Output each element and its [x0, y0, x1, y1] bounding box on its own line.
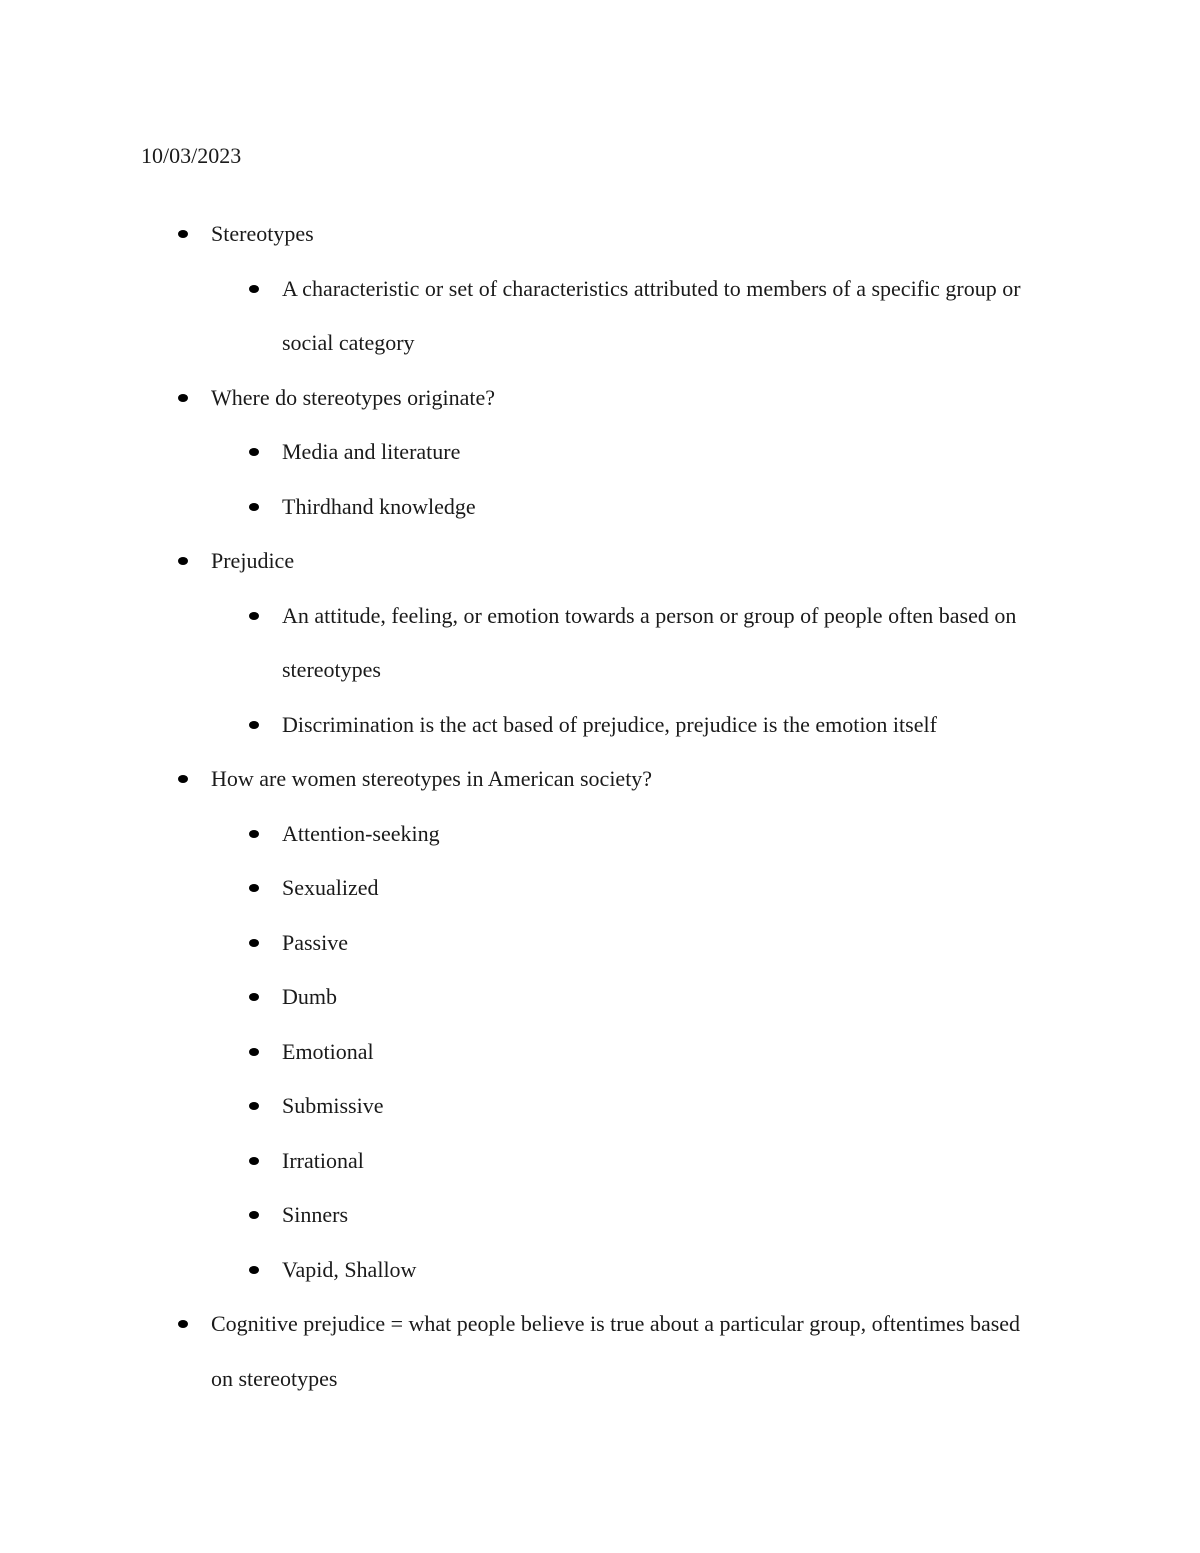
- list-item: [211, 425, 1200, 480]
- bullet-icon: [178, 1320, 188, 1328]
- list-item: [211, 861, 1200, 916]
- list-item: [211, 916, 1200, 971]
- bullet-icon: [178, 775, 188, 783]
- list-item: [211, 262, 1200, 371]
- sub-item-text: Discrimination is the act based of prejudice, prejudice is the emotion itself: [282, 711, 937, 737]
- bullet-icon: [249, 830, 259, 838]
- topic-heading: Stereotypes: [211, 221, 314, 246]
- list-item: [211, 589, 1200, 698]
- list-item: [0, 752, 1200, 1297]
- topic-heading: How are women stereotypes in American society?: [211, 766, 653, 791]
- topic-heading: Where do stereotypes originate?: [211, 384, 496, 410]
- sub-item-text: Thirdhand knowledge: [282, 493, 476, 519]
- sub-item-text: Attention-seeking: [282, 820, 440, 846]
- sub-item-text: Dumb: [282, 984, 337, 1009]
- bullet-icon: [249, 939, 259, 947]
- list-item: [211, 970, 1200, 1025]
- bullet-icon: [178, 394, 188, 402]
- bullet-icon: [249, 1048, 259, 1056]
- bullet-icon: [249, 448, 259, 456]
- sub-list: [211, 807, 1200, 1298]
- sub-item-text: A characteristic or set of characteristics attributed to members of a specific group or social category: [282, 275, 1021, 355]
- list-item: [0, 1297, 1200, 1406]
- sub-list: [211, 262, 1200, 371]
- topic-heading: Cognitive prejudice = what people believe is true about a particular group, oftentimes based on stereotypes: [211, 1311, 1021, 1391]
- sub-item-text: Media and literature: [282, 439, 461, 464]
- bullet-icon: [249, 285, 259, 293]
- list-item: [0, 371, 1200, 535]
- list-item: [211, 1079, 1200, 1134]
- sub-item-text: An attitude, feeling, or emotion towards a person or group of people often based on stereotypes: [282, 602, 1017, 682]
- sub-item-text: Sexualized: [282, 875, 379, 900]
- list-item: [211, 1134, 1200, 1189]
- sub-item-text: Sinners: [282, 1202, 348, 1227]
- bullet-icon: [249, 1157, 259, 1165]
- topic-heading: Prejudice: [211, 548, 295, 573]
- sub-item-text: Vapid, Shallow: [282, 1256, 417, 1282]
- list-item: [0, 534, 1200, 752]
- list-item: [211, 1188, 1200, 1243]
- sub-list: [211, 425, 1200, 534]
- sub-item-text: Emotional: [282, 1038, 374, 1064]
- bullet-icon: [249, 1266, 259, 1274]
- list-item: [211, 1025, 1200, 1080]
- bullet-icon: [249, 993, 259, 1001]
- bullet-icon: [249, 503, 259, 511]
- note-date: 10/03/2023: [141, 143, 242, 168]
- sub-item-text: Submissive: [282, 1093, 384, 1118]
- list-item: [211, 807, 1200, 862]
- bullet-icon: [249, 884, 259, 892]
- bullet-icon: [249, 1211, 259, 1219]
- sub-item-text: Irrational: [282, 1147, 364, 1173]
- bullet-icon: [178, 557, 188, 565]
- list-item: [211, 1243, 1200, 1298]
- bullet-icon: [249, 721, 259, 729]
- list-item: [211, 698, 1200, 753]
- notes-outline: [0, 207, 1200, 1406]
- bullet-icon: [249, 1102, 259, 1110]
- bullet-icon: [249, 612, 259, 620]
- list-item: [211, 480, 1200, 535]
- sub-list: [211, 589, 1200, 753]
- sub-item-text: Passive: [282, 929, 348, 955]
- bullet-icon: [178, 230, 188, 238]
- list-item: [0, 207, 1200, 371]
